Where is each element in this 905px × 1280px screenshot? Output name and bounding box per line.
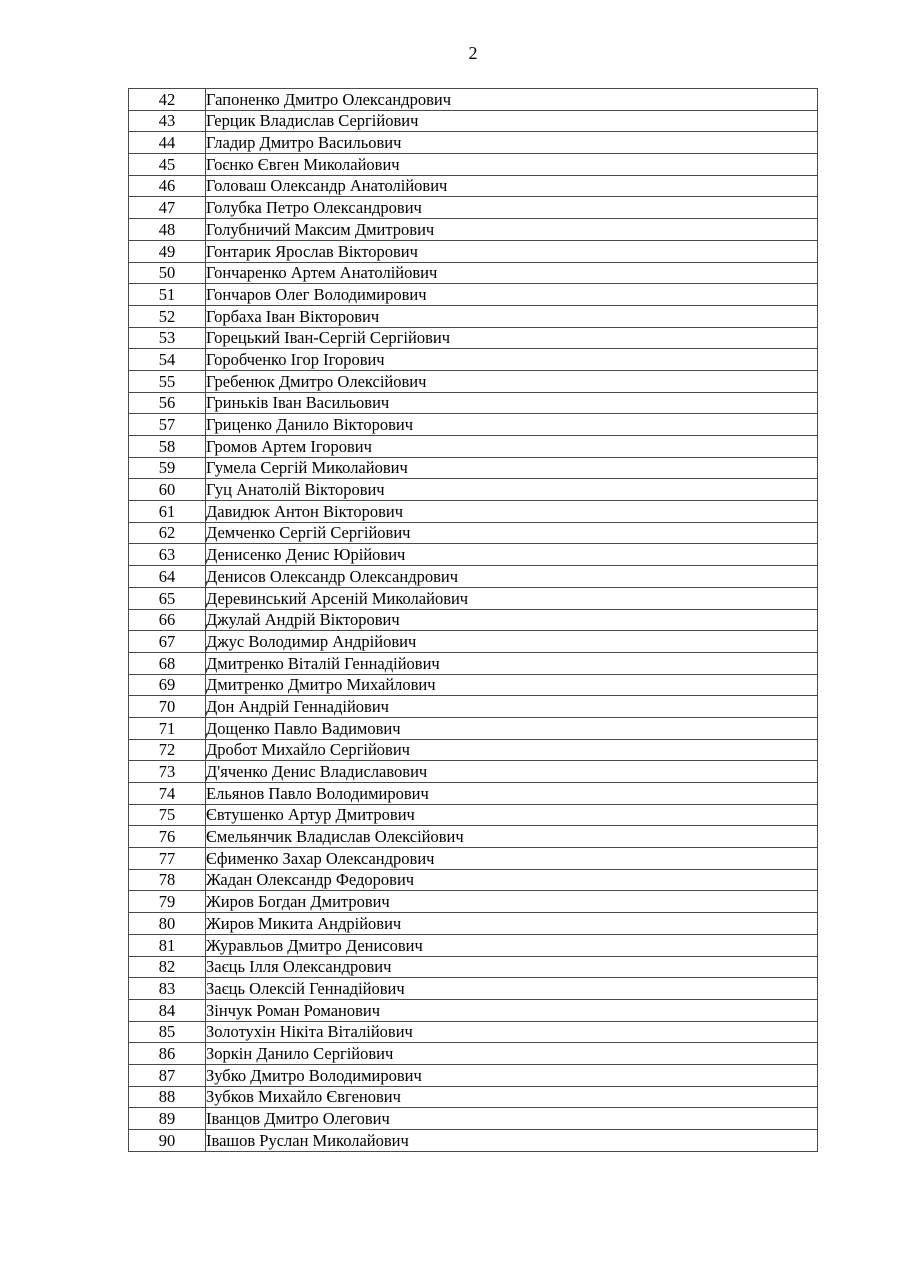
row-number: 90 [129, 1130, 206, 1152]
row-number: 88 [129, 1086, 206, 1108]
row-number: 65 [129, 587, 206, 609]
table-row [129, 240, 818, 262]
table-row [129, 284, 818, 306]
row-name: Денисенко Денис Юрійович [206, 544, 818, 566]
row-number: 85 [129, 1021, 206, 1043]
row-name: Зубко Дмитро Володимирович [206, 1064, 818, 1086]
table-row [129, 89, 818, 111]
table-row [129, 999, 818, 1021]
row-name: Гумела Сергій Миколайович [206, 457, 818, 479]
row-name: Євтушенко Артур Дмитрович [206, 804, 818, 826]
row-number: 47 [129, 197, 206, 219]
row-number: 59 [129, 457, 206, 479]
table-row [129, 436, 818, 458]
row-name: Заєць Ілля Олександрович [206, 956, 818, 978]
row-name: Гриньків Іван Васильович [206, 392, 818, 414]
row-number: 66 [129, 609, 206, 631]
table-row [129, 717, 818, 739]
row-name: Іванцов Дмитро Олегович [206, 1108, 818, 1130]
table-row [129, 1021, 818, 1043]
row-name: Дощенко Павло Вадимович [206, 717, 818, 739]
row-name: Гриценко Данило Вікторович [206, 414, 818, 436]
row-number: 51 [129, 284, 206, 306]
table-row [129, 696, 818, 718]
row-name: Джус Володимир Андрійович [206, 631, 818, 653]
table-row [129, 110, 818, 132]
row-number: 58 [129, 436, 206, 458]
row-name: Голубничий Максим Дмитрович [206, 219, 818, 241]
table-row [129, 414, 818, 436]
row-name: Горобченко Ігор Ігорович [206, 349, 818, 371]
row-name: Ельянов Павло Володимирович [206, 783, 818, 805]
table-row [129, 305, 818, 327]
table-row [129, 913, 818, 935]
row-number: 57 [129, 414, 206, 436]
table-row [129, 978, 818, 1000]
table-row [129, 1108, 818, 1130]
table-row [129, 934, 818, 956]
row-number: 75 [129, 804, 206, 826]
row-name: Гапоненко Дмитро Олександрович [206, 89, 818, 111]
row-number: 62 [129, 522, 206, 544]
row-number: 83 [129, 978, 206, 1000]
row-name: Громов Артем Ігорович [206, 436, 818, 458]
row-name: Давидюк Антон Вікторович [206, 501, 818, 523]
row-number: 86 [129, 1043, 206, 1065]
row-number: 84 [129, 999, 206, 1021]
table-row [129, 501, 818, 523]
row-number: 81 [129, 934, 206, 956]
page-number: 2 [468, 43, 478, 63]
row-number: 61 [129, 501, 206, 523]
table-row [129, 175, 818, 197]
row-number: 74 [129, 783, 206, 805]
row-name: Дон Андрій Геннадійович [206, 696, 818, 718]
row-number: 52 [129, 305, 206, 327]
row-name: Ємельянчик Владислав Олексійович [206, 826, 818, 848]
row-name: Єфименко Захар Олександрович [206, 848, 818, 870]
row-number: 76 [129, 826, 206, 848]
row-name: Дмитренко Дмитро Михайлович [206, 674, 818, 696]
row-name: Д'яченко Денис Владиславович [206, 761, 818, 783]
row-name: Денисов Олександр Олександрович [206, 566, 818, 588]
table-row [129, 956, 818, 978]
row-number: 53 [129, 327, 206, 349]
row-number: 82 [129, 956, 206, 978]
row-number: 73 [129, 761, 206, 783]
row-number: 48 [129, 219, 206, 241]
row-name: Деревинський Арсеній Миколайович [206, 587, 818, 609]
row-number: 44 [129, 132, 206, 154]
row-name: Зубков Михайло Євгенович [206, 1086, 818, 1108]
row-number: 45 [129, 154, 206, 176]
row-name: Гончаренко Артем Анатолійович [206, 262, 818, 284]
row-name: Гончаров Олег Володимирович [206, 284, 818, 306]
row-name: Жиров Микита Андрійович [206, 913, 818, 935]
table-row [129, 783, 818, 805]
table-row [129, 848, 818, 870]
row-name: Дмитренко Віталій Геннадійович [206, 652, 818, 674]
row-name: Голубка Петро Олександрович [206, 197, 818, 219]
row-number: 46 [129, 175, 206, 197]
table-row [129, 891, 818, 913]
table-row [129, 1043, 818, 1065]
row-name: Золотухін Нікіта Віталійович [206, 1021, 818, 1043]
row-number: 79 [129, 891, 206, 913]
table-row [129, 566, 818, 588]
row-name: Гладир Дмитро Васильович [206, 132, 818, 154]
row-number: 70 [129, 696, 206, 718]
row-name: Горбаха Іван Вікторович [206, 305, 818, 327]
row-name: Гонтарик Ярослав Вікторович [206, 240, 818, 262]
table-row [129, 609, 818, 631]
row-number: 50 [129, 262, 206, 284]
row-number: 78 [129, 869, 206, 891]
row-name: Головаш Олександр Анатолійович [206, 175, 818, 197]
row-number: 89 [129, 1108, 206, 1130]
row-number: 49 [129, 240, 206, 262]
row-number: 87 [129, 1064, 206, 1086]
row-name: Івашов Руслан Миколайович [206, 1130, 818, 1152]
table-row [129, 869, 818, 891]
table-row [129, 262, 818, 284]
row-number: 72 [129, 739, 206, 761]
table-row [129, 327, 818, 349]
table-row [129, 154, 818, 176]
row-name: Горецький Іван-Сергій Сергійович [206, 327, 818, 349]
table-row [129, 132, 818, 154]
table-row [129, 674, 818, 696]
row-number: 69 [129, 674, 206, 696]
row-number: 56 [129, 392, 206, 414]
row-number: 43 [129, 110, 206, 132]
table-row [129, 826, 818, 848]
table-row [129, 197, 818, 219]
row-number: 67 [129, 631, 206, 653]
table-row [129, 544, 818, 566]
table-row [129, 587, 818, 609]
table-row [129, 631, 818, 653]
table-row [129, 652, 818, 674]
row-number: 64 [129, 566, 206, 588]
row-number: 77 [129, 848, 206, 870]
row-number: 68 [129, 652, 206, 674]
table-row [129, 457, 818, 479]
row-name: Зінчук Роман Романович [206, 999, 818, 1021]
table-row [129, 1086, 818, 1108]
table-row [129, 522, 818, 544]
table-row [129, 392, 818, 414]
row-number: 54 [129, 349, 206, 371]
row-number: 63 [129, 544, 206, 566]
row-name: Герцик Владислав Сергійович [206, 110, 818, 132]
table-row [129, 370, 818, 392]
row-name: Гребенюк Дмитро Олексійович [206, 370, 818, 392]
row-name: Жиров Богдан Дмитрович [206, 891, 818, 913]
row-name: Дробот Михайло Сергійович [206, 739, 818, 761]
row-number: 80 [129, 913, 206, 935]
table-row [129, 739, 818, 761]
row-number: 55 [129, 370, 206, 392]
table-row [129, 219, 818, 241]
row-name: Гуц Анатолій Вікторович [206, 479, 818, 501]
table-row [129, 1064, 818, 1086]
names-table [128, 88, 818, 1152]
row-name: Джулай Андрій Вікторович [206, 609, 818, 631]
table-row [129, 761, 818, 783]
row-name: Зоркін Данило Сергійович [206, 1043, 818, 1065]
row-name: Журавльов Дмитро Денисович [206, 934, 818, 956]
row-number: 60 [129, 479, 206, 501]
table-row [129, 804, 818, 826]
row-name: Жадан Олександр Федорович [206, 869, 818, 891]
table-row [129, 479, 818, 501]
row-number: 71 [129, 717, 206, 739]
row-name: Демченко Сергій Сергійович [206, 522, 818, 544]
table-row [129, 1130, 818, 1152]
names-table-body [129, 89, 818, 1152]
table-row [129, 349, 818, 371]
row-name: Заєць Олексій Геннадійович [206, 978, 818, 1000]
row-name: Гоєнко Євген Миколайович [206, 154, 818, 176]
row-number: 42 [129, 89, 206, 111]
